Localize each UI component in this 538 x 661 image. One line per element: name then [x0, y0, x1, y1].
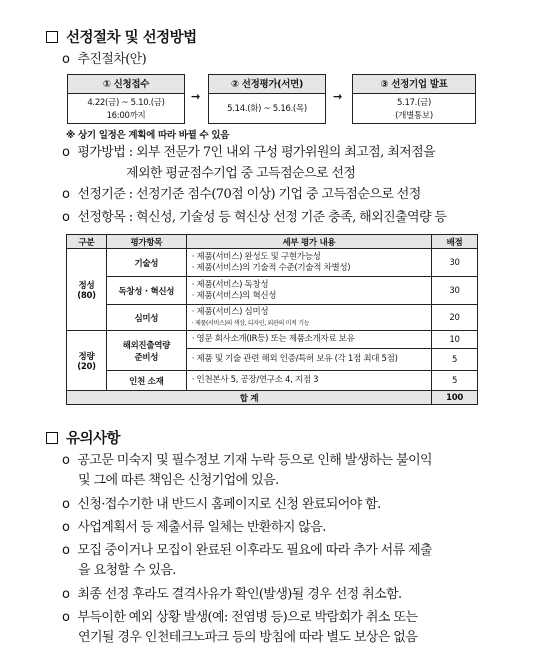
header-category: 구분 — [67, 235, 107, 249]
step-box-3 — [352, 74, 476, 124]
table-row — [67, 277, 478, 305]
table-row — [67, 305, 478, 331]
score-cell: 20 — [432, 305, 478, 331]
section-title-selection — [46, 26, 197, 47]
detail-cell: · 제품 및 기술 관련 해외 인증/특허 보유 (각 1점 최대 5점) — [186, 349, 431, 371]
checkbox-square-icon — [46, 31, 58, 43]
detail-cell: · 제품(서비스) 독창성 · 제품(서비스)의 혁신성 — [186, 277, 431, 305]
section-title-notes — [46, 427, 120, 448]
arrow-icon: → — [191, 90, 201, 103]
note-bullet: o 공고문 미숙지 및 필수정보 기재 누락 등으로 인해 발생하는 불이익 — [62, 453, 433, 468]
table-row — [67, 249, 478, 277]
step-box-1 — [67, 74, 185, 124]
step-date: 5.17.(금) — [396, 98, 432, 108]
method-continuation: 제외한 평균점수기업 중 고득점순으로 선정 — [126, 166, 356, 181]
group-qualitative: 정성 (80) — [67, 249, 107, 331]
table-total-row — [67, 391, 478, 405]
note-continuation: 및 그에 따른 책임은 신청기업에 있음. — [78, 473, 279, 488]
score-cell: 10 — [432, 331, 478, 349]
item-cell: 해외진출역량 준비성 — [106, 331, 186, 371]
detail-cell: · 인천본사 5, 공장/연구소 4, 지점 3 — [186, 371, 431, 391]
score-cell: 30 — [432, 249, 478, 277]
step-title: ② 선정평가(서면) — [209, 75, 325, 94]
header-item: 평가항목 — [106, 235, 186, 249]
step-date: 5.14.(화) ~ 5.16.(목) — [227, 104, 307, 114]
criteria-bullet: o 선정기준 : 선정기준 점수(70점 이상) 기업 중 고득점순으로 선정 — [62, 187, 421, 202]
method-bullet: o 평가방법 : 외부 전문가 7인 내외 구성 평가위원의 최고점, 최저점을 — [62, 145, 436, 160]
score-cell: 5 — [432, 371, 478, 391]
item-cell: 심미성 — [106, 305, 186, 331]
note-bullet: o 최종 선정 후라도 결격사유가 확인(발생)될 경우 선정 취소함. — [62, 587, 402, 602]
step-date: 4.22(금) ~ 5.10.(금) — [87, 98, 165, 108]
score-cell: 30 — [432, 277, 478, 305]
score-cell: 5 — [432, 349, 478, 371]
table-row — [67, 371, 478, 391]
item-cell: 인천 소재 — [106, 371, 186, 391]
note-bullet: o 사업계획서 등 제출서류 일체는 반환하지 않음. — [62, 520, 326, 535]
table-row — [67, 331, 478, 349]
note-bullet: o 부득이한 예외 상황 발생(예: 전염병 등)으로 박람회가 취소 또는 — [62, 610, 418, 625]
total-score: 100 — [432, 391, 478, 405]
header-detail: 세부 평가 내용 — [186, 235, 431, 249]
step-box-2 — [208, 74, 326, 124]
total-label: 합 계 — [67, 391, 432, 405]
group-quantitative: 정량 (20) — [67, 331, 107, 391]
evaluation-table — [66, 234, 478, 405]
step-time: 16:00까지 — [106, 111, 146, 121]
arrow-icon: → — [333, 90, 343, 103]
checkbox-square-icon — [46, 432, 58, 444]
note-bullet: o 모집 중이거나 모집이 완료된 이후라도 필요에 따라 추가 서류 제출 — [62, 543, 433, 558]
schedule-note: ※ 상기 일정은 계획에 따라 바뀔 수 있음 — [66, 130, 230, 141]
step-note: (개별통보) — [395, 111, 433, 121]
section-title-text: 선정절차 및 선정방법 — [66, 30, 197, 46]
step-title: ① 신청접수 — [68, 75, 184, 94]
detail-cell: · 제품(서비스) 심미성 · 제품(서비스)의 색상, 디자인, 외관의 미적 기능 — [186, 305, 431, 331]
table-header-row — [67, 235, 478, 249]
detail-cell: · 영문 회사소개(IR등) 또는 제품소개자료 보유 — [186, 331, 431, 349]
header-score: 배점 — [432, 235, 478, 249]
items-bullet: o 선정항목 : 혁신성, 기술성 등 혁신상 선정 기준 충족, 해외진출역량 등 — [62, 210, 447, 225]
item-cell: 기술성 — [106, 249, 186, 277]
note-continuation: 연기될 경우 인천테크노파크 등의 방침에 따라 별도 보상은 없음 — [78, 630, 418, 645]
note-bullet: o 신청·접수기한 내 반드시 홈페이지로 신청 완료되어야 함. — [62, 497, 381, 512]
step-title: ③ 선정기업 발표 — [353, 75, 475, 94]
note-continuation: 을 요청할 수 있음. — [78, 563, 176, 578]
section-title-text: 유의사항 — [66, 431, 121, 447]
procedure-bullet: o 추진절차(안) — [62, 52, 147, 67]
item-cell: 독창성 · 혁신성 — [106, 277, 186, 305]
detail-cell: · 제품(서비스) 완성도 및 구현가능성 · 제품(서비스)의 기술적 수준(기술적 차별성) — [186, 249, 431, 277]
